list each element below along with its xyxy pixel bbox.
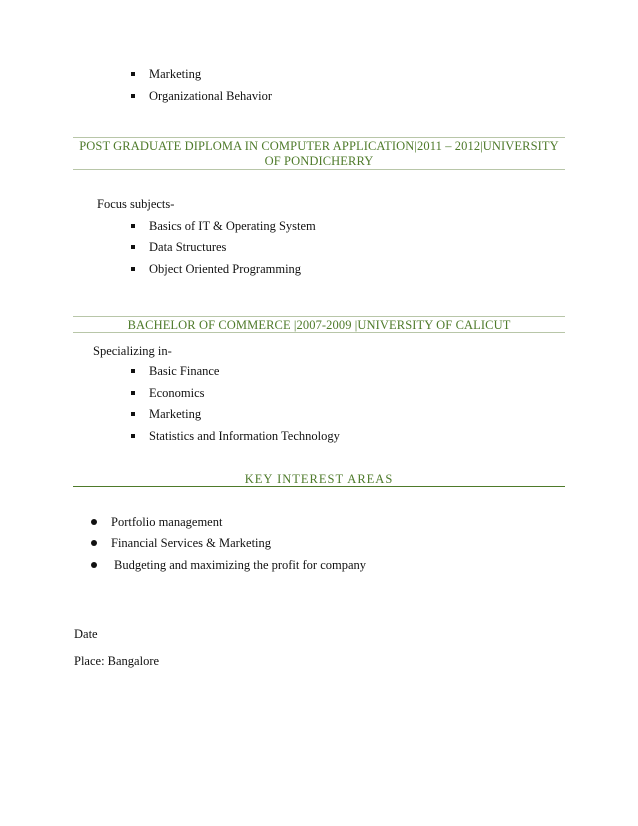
list-item-text: Budgeting and maximizing the profit for company [114,558,367,572]
list-item-text: Portfolio management [111,515,223,529]
list-item [131,407,201,422]
square-bullet-icon [131,391,135,395]
section-divider [73,137,565,138]
list-item [131,429,340,444]
square-bullet-icon [131,434,135,438]
list-item-text: Marketing [149,407,202,421]
section-heading-bcom: BACHELOR OF COMMERCE |2007-2009 |UNIVERSITY OF CALICUT [127,318,511,332]
list-item [131,386,205,401]
list-item [91,558,366,573]
list-item [131,262,301,277]
list-item [131,67,201,82]
list-item [91,536,271,551]
list-item-text: Basics of IT & Operating System [149,219,316,233]
round-bullet-icon [91,519,97,525]
section-divider [73,316,565,317]
specializing-label: Specializing in- [93,344,172,358]
heading-line-2: OF PONDICHERRY [264,154,374,168]
square-bullet-icon [131,94,135,98]
list-item-text: Organizational Behavior [149,89,272,103]
list-item-text: Data Structures [149,240,227,254]
square-bullet-icon [131,412,135,416]
section-heading-interests: KEY INTEREST AREAS [244,472,394,486]
section-heading-pgdca [73,139,565,169]
square-bullet-icon [131,72,135,76]
section-divider [73,332,565,333]
round-bullet-icon [91,562,97,568]
round-bullet-icon [91,540,97,546]
square-bullet-icon [131,267,135,271]
date-label: Date [74,627,98,641]
square-bullet-icon [131,369,135,373]
list-item-text: Economics [149,386,205,400]
section-divider [73,169,565,170]
list-item [131,89,272,104]
list-item-text: Basic Finance [149,364,220,378]
list-item-text: Object Oriented Programming [149,262,302,276]
list-item [131,364,219,379]
list-item [131,219,316,234]
focus-subjects-label: Focus subjects- [97,197,175,211]
square-bullet-icon [131,224,135,228]
list-item [131,240,226,255]
heading-line-1: POST GRADUATE DIPLOMA IN COMPUTER APPLICATION|2011 – 2012|UNIVERSITY [79,139,559,153]
section-divider [73,486,565,487]
list-item-text: Marketing [149,67,202,81]
list-item [91,515,222,530]
list-item-text: Statistics and Information Technology [149,429,340,443]
square-bullet-icon [131,245,135,249]
place-label: Place: Bangalore [74,654,160,668]
list-item-text: Financial Services & Marketing [111,536,272,550]
